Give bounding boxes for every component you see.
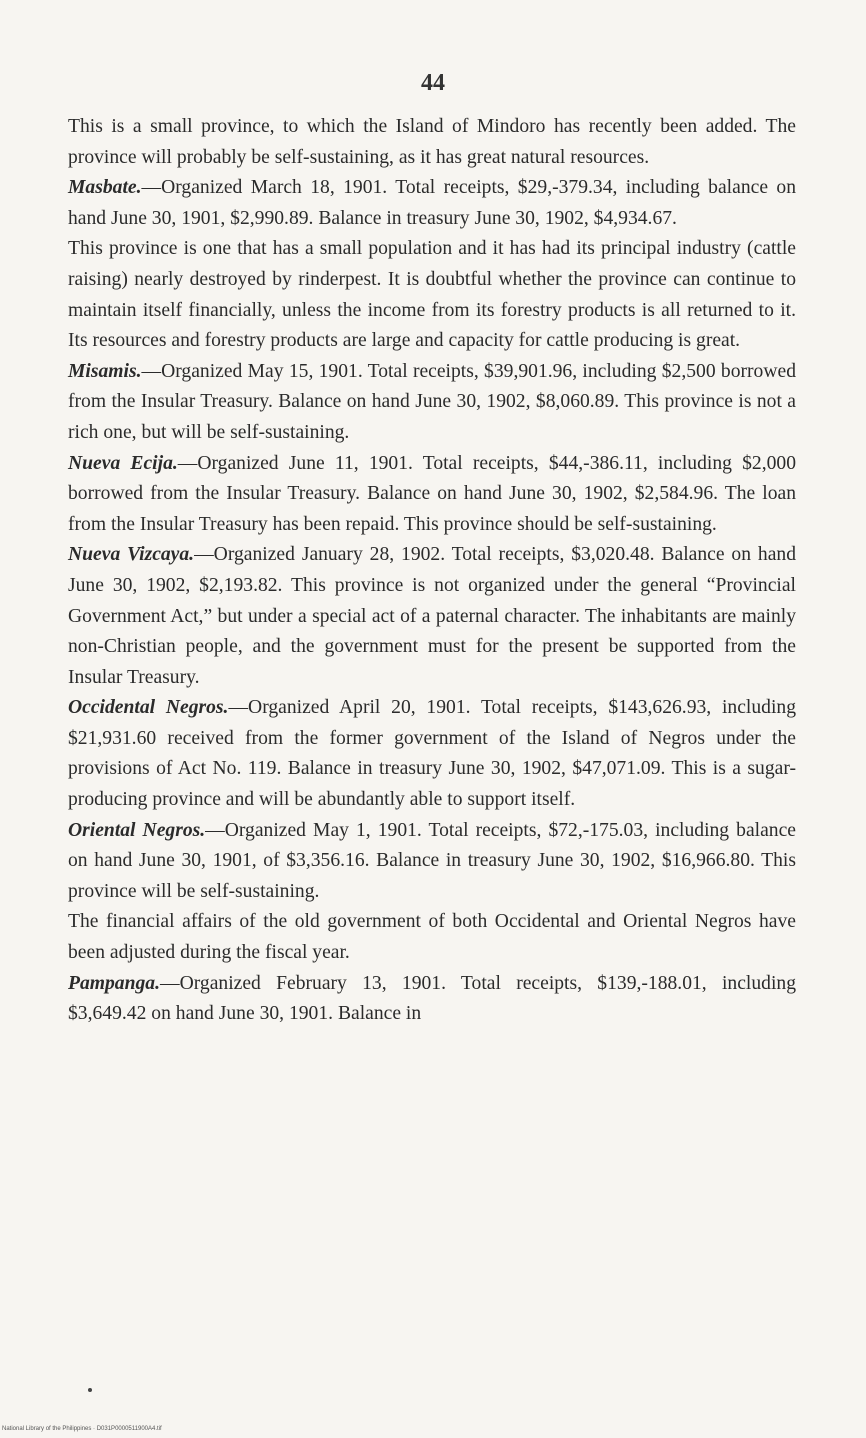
province-name: Occidental Negros. <box>68 697 229 719</box>
paragraph-text: The financial affairs of the old government of both Occidental and Oriental Negros have been adjusted during the fiscal year. <box>68 911 796 964</box>
scan-speck <box>88 1388 92 1392</box>
paragraph-text: —Organized May 1, 1901. Total receipts, $72,-175.03, including balance on hand June 30, 1901, of $3,356.16. Balance in treasury June 30, 1902, $16,966.80. This province will be self-sustaining. <box>68 819 796 902</box>
province-name: Masbate. <box>68 177 142 199</box>
paragraph-nueva-ecija <box>68 449 796 541</box>
page-number: 44 <box>421 70 445 96</box>
paragraph-text: This is a small province, to which the Island of Mindoro has recently been added. The province will probably be self-sustaining, as it has great natural resources. <box>68 116 796 168</box>
paragraph-text: —Organized April 20, 1901. Total receipts, $143,626.93, including $21,931.60 received from the former government of the Island of Negros under the provisions of Act No. 119. Balance in treasury June 30, 1902, $47,071.09. This is a sugar-producing province and will be abundantly able to support itself. <box>68 697 796 811</box>
paragraph-masbate <box>68 173 796 234</box>
province-name: Nueva Ecija. <box>68 452 178 474</box>
paragraph-text: —Organized January 28, 1902. Total receipts, $3,020.48. Balance on hand June 30, 1902, $2,193.82. This province is not organized under the general “Provincial Government Act,” but under a special act of a paternal character. The inhabitants are mainly non-Christian people, and the government must for the present be supported from the Insular Treasury. <box>68 544 797 688</box>
paragraph-nueva-vizcaya <box>68 540 796 693</box>
paragraph-text: —Organized February 13, 1901. Total receipts, $139,-188.01, including $3,649.42 on hand June 30, 1901. Balance in <box>68 972 796 1025</box>
province-name: Misamis. <box>68 360 142 382</box>
paragraph-misamis <box>68 357 796 449</box>
paragraph-text: This province is one that has a small population and it has had its principal industry (cattle raising) nearly destroyed by rinderpest. It is doubtful whether the province can continue to maintain itself financially, unless the income from its forestry products is all returned to it. Its resources and forestry products are large and capacity for cattle producing is great. <box>68 238 796 352</box>
paragraph-negros-finances <box>68 907 796 968</box>
paragraph-text: —Organized May 15, 1901. Total receipts, $39,901.96, including $2,500 borrowed from the Insular Treasury. Balance on hand June 30, 1902, $8,060.89. This province is not a rich one, but will be self-sustaining. <box>68 360 796 443</box>
archive-footer: National Library of the Philippines · D031P0000511900A4.tif <box>2 1426 162 1432</box>
paragraph-masbate-notes <box>68 234 796 356</box>
province-name: Pampanga. <box>68 972 160 994</box>
paragraph-text: —Organized June 11, 1901. Total receipts, $44,-386.11, including $2,000 borrowed from the Insular Treasury. Balance on hand June 30, 1902, $2,584.96. The loan from the Insular Treasury has been repaid. This province should be self-sustaining. <box>68 452 796 535</box>
province-name: Nueva Vizcaya. <box>68 544 195 566</box>
paragraph-mindoro <box>68 112 796 173</box>
paragraph-occidental-negros <box>68 693 796 815</box>
paragraph-pampanga <box>68 969 796 1030</box>
page-body <box>68 112 796 1030</box>
paragraph-oriental-negros <box>68 816 796 908</box>
province-name: Oriental Negros. <box>68 819 206 841</box>
paragraph-text: —Organized March 18, 1901. Total receipts, $29,-379.34, including balance on hand June 30, 1901, $2,990.89. Balance in treasury June 30, 1902, $4,934.67. <box>68 177 796 229</box>
